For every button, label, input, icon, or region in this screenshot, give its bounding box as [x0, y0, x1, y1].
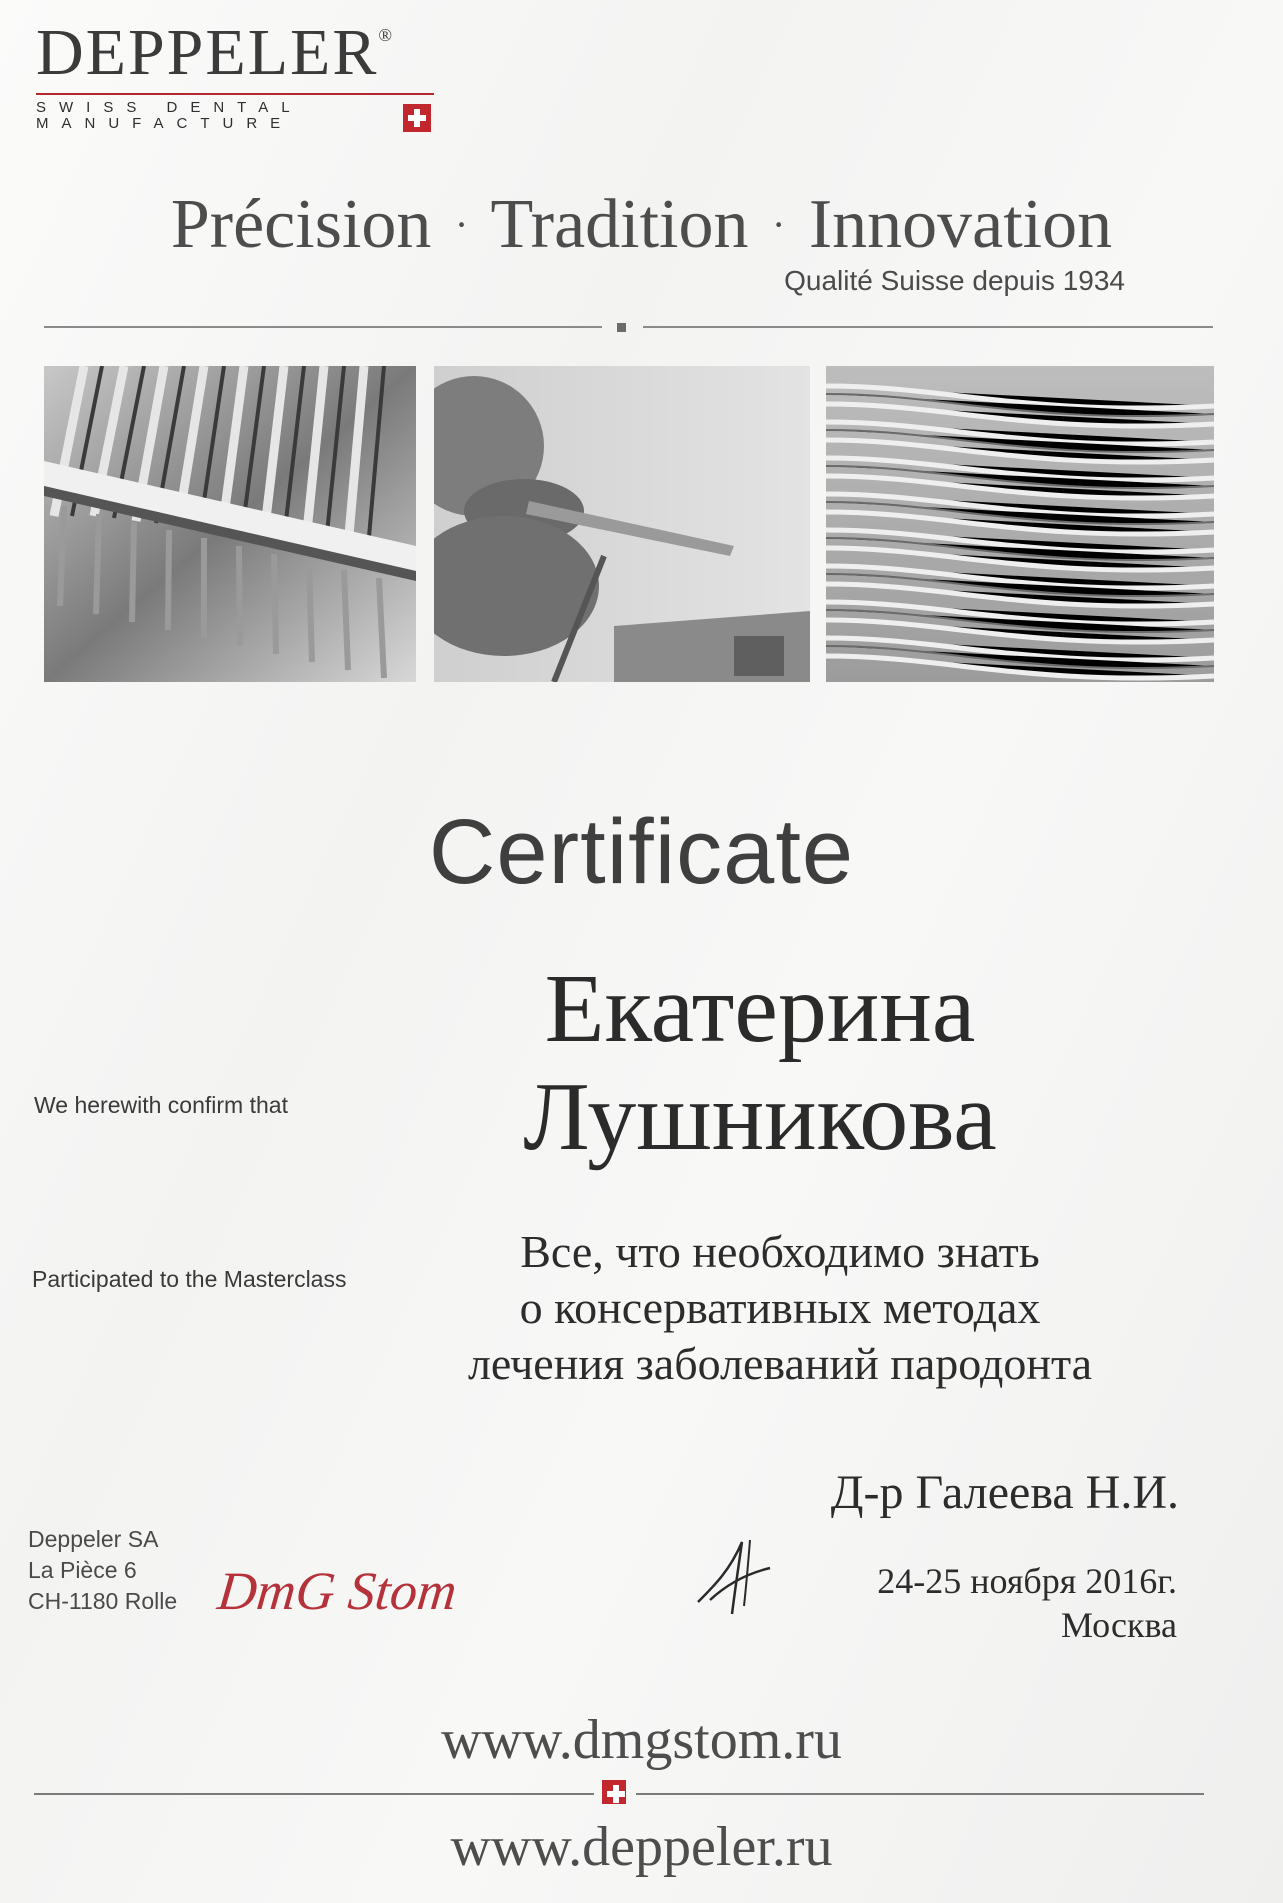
divider-right [643, 326, 1213, 328]
motto-precision: Précision [170, 186, 432, 263]
course-line-2: о консервативных методах [519, 1282, 1041, 1333]
participated-label: Participated to the Masterclass [32, 1266, 347, 1292]
motto-separator: · [772, 201, 786, 247]
course-title [360, 1224, 1200, 1392]
event-date: 24-25 ноября 2016г. [877, 1561, 1177, 1601]
motto-innovation: Innovation [808, 186, 1113, 263]
motto-tradition: Tradition [490, 186, 749, 263]
divider-dot [617, 323, 626, 332]
divider-left [44, 326, 602, 328]
signature-mark [690, 1530, 780, 1620]
footer-swiss-cross-icon [602, 1780, 626, 1804]
company-address [28, 1524, 177, 1617]
dmg-stom-logo: DmG Stom [214, 1561, 460, 1621]
confirm-label: We herewith confirm that [34, 1092, 288, 1118]
logo-subline [36, 100, 303, 132]
photo-craftsman-hands [434, 366, 810, 682]
footer-rule-right [636, 1793, 1204, 1795]
recipient-first-name: Екатерина [544, 955, 976, 1063]
course-line-1: Все, что необходимо знать [520, 1226, 1040, 1277]
footer-rule-left [34, 1793, 594, 1795]
url-dmgstom[interactable]: www.dmgstom.ru [441, 1709, 842, 1771]
address-line-2: La Pièce 6 [28, 1557, 137, 1583]
recipient-last-name: Лушникова [523, 1063, 997, 1171]
swiss-cross-icon [403, 104, 431, 132]
logo-registered: ® [378, 25, 395, 45]
logo-subline-2: MANUFACTURE [36, 115, 294, 132]
course-line-3: лечения заболеваний пародонта [467, 1338, 1093, 1389]
photo-instruments-rack [44, 366, 416, 682]
recipient-name [470, 955, 1050, 1171]
logo-subline-1: SWISS DENTAL [36, 99, 303, 116]
url-deppeler[interactable]: www.deppeler.ru [450, 1816, 833, 1878]
address-line-3: CH-1180 Rolle [28, 1588, 178, 1614]
deppeler-logo [36, 16, 395, 89]
address-line-1: Deppeler SA [28, 1526, 159, 1552]
logo-brand: DEPPELER [36, 16, 379, 89]
tagline: Qualité Suisse depuis 1934 [784, 265, 1125, 296]
certificate-title: Certificate [428, 801, 855, 903]
logo-red-rule [36, 93, 434, 95]
motto-separator: · [454, 201, 469, 247]
instructor-name: Д-р Галеева Н.И. [830, 1466, 1179, 1519]
motto [0, 186, 1283, 263]
photo-instrument-rows [826, 366, 1214, 682]
event-city: Москва [1061, 1605, 1177, 1645]
